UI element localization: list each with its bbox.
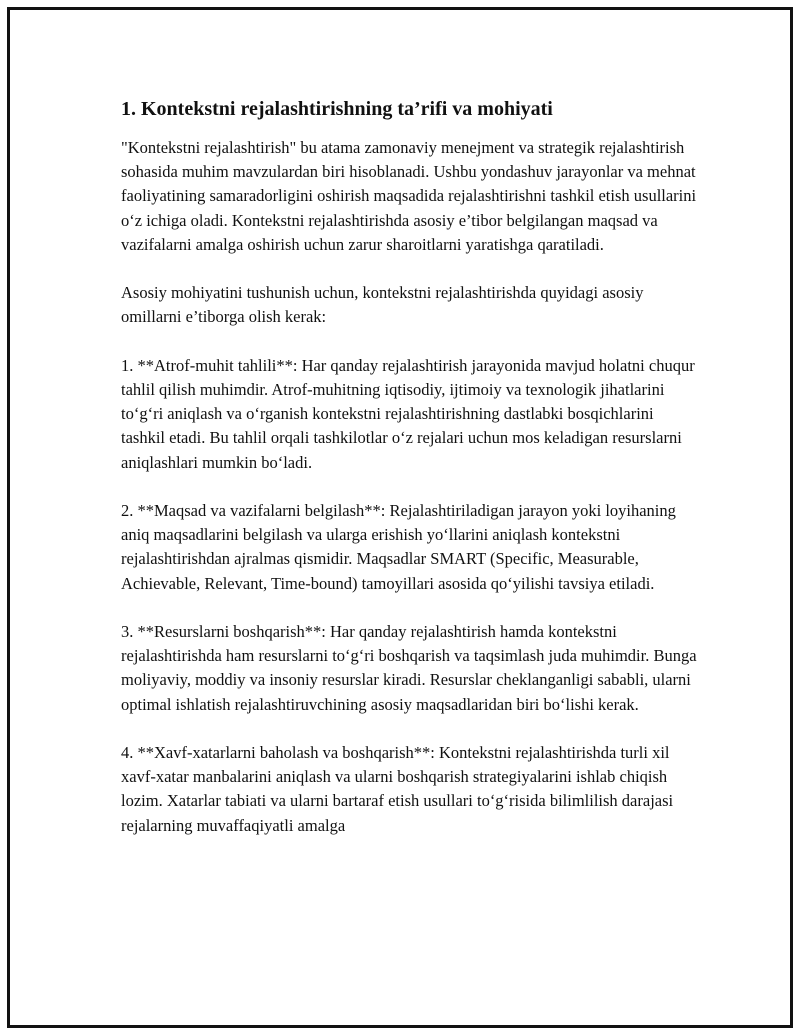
paragraph-factors-lead: Asosiy mohiyatini tushunish uchun, kontekstni rejalashtirishda quyidagi asosiy omillarni e’tiborga olish kerak: xyxy=(121,283,644,327)
paragraph-goals-tasks: 2. **Maqsad va vazifalarni belgilash**: Rejalashtiriladigan jarayon yoki loyihaning aniq maqsadlarini belgilash va ularga erishish yo‘llarini aniqlash kontekstni rejalashtirishdan ajralmas qismidir. Maqsadlar SMART (Specific, Measurable, Achievable, Relevant, Time-bound) tamoyillari asosida qo‘yilishi tavsiya etiladi. xyxy=(121,501,676,593)
section-title: 1. Kontekstni rejalashtirishning ta’rifi va mohiyati xyxy=(121,98,553,120)
page-frame xyxy=(7,7,793,1028)
document-body xyxy=(121,96,701,862)
paragraph-risk-assessment: 4. **Xavf-xatarlarni baholash va boshqarish**: Kontekstni rejalashtirishda turli xil xavf-xatar manbalarini aniqlash va ularni boshqarish strategiyalarini ishlab chiqish lozim. Xatarlar tabiati va ularni bartaraf etish usullari to‘g‘risida bilimlilish darajasi rejalarning muvaffaqiyatli amalga xyxy=(121,743,674,835)
paragraph-intro: "Kontekstni rejalashtirish" bu atama zamonaviy menejment va strategik rejalashtirish sohasida muhim mavzulardan biri hisoblanadi. Ushbu yondashuv jarayonlar va mehnat faoliyatining samaradorligini oshirish maqsadida rejalashtirishni tashkil etish usullarini o‘z ichiga oladi. Kontekstni rejalashtirishda asosiy e’tibor belgilangan maqsad va vazifalarni amalga oshirish uchun zarur sharoitlarni yaratishga qaratiladi. xyxy=(121,138,697,254)
paragraph-environment-analysis: 1. **Atrof-muhit tahlili**: Har qanday rejalashtirish jarayonida mavjud holatni chuqur tahlil qilish muhimdir. Atrof-muhitning iqtisodiy, ijtimoiy va texnologik jihatlarini to‘g‘ri aniqlash va o‘rganish kontekstni rejalashtirishning dastlabki bosqichlarini tashkil etadi. Bu tahlil orqali tashkilotlar o‘z rejalari uchun mos keladigan resurslarni aniqlashlari mumkin bo‘ladi. xyxy=(121,355,695,472)
paragraph-resource-management: 3. **Resurslarni boshqarish**: Har qanday rejalashtirish hamda kontekstni rejalashtirishda ham resurslarni to‘g‘ri boshqarish va taqsimlash juda muhimdir. Bunga moliyaviy, moddiy va insoniy resurslar kiradi. Resurslar cheklanganligi sababli, ularni optimal ishlatish rejalashtiruvchining asosiy maqsadlaridan biri bo‘lishi kerak. xyxy=(121,622,697,714)
